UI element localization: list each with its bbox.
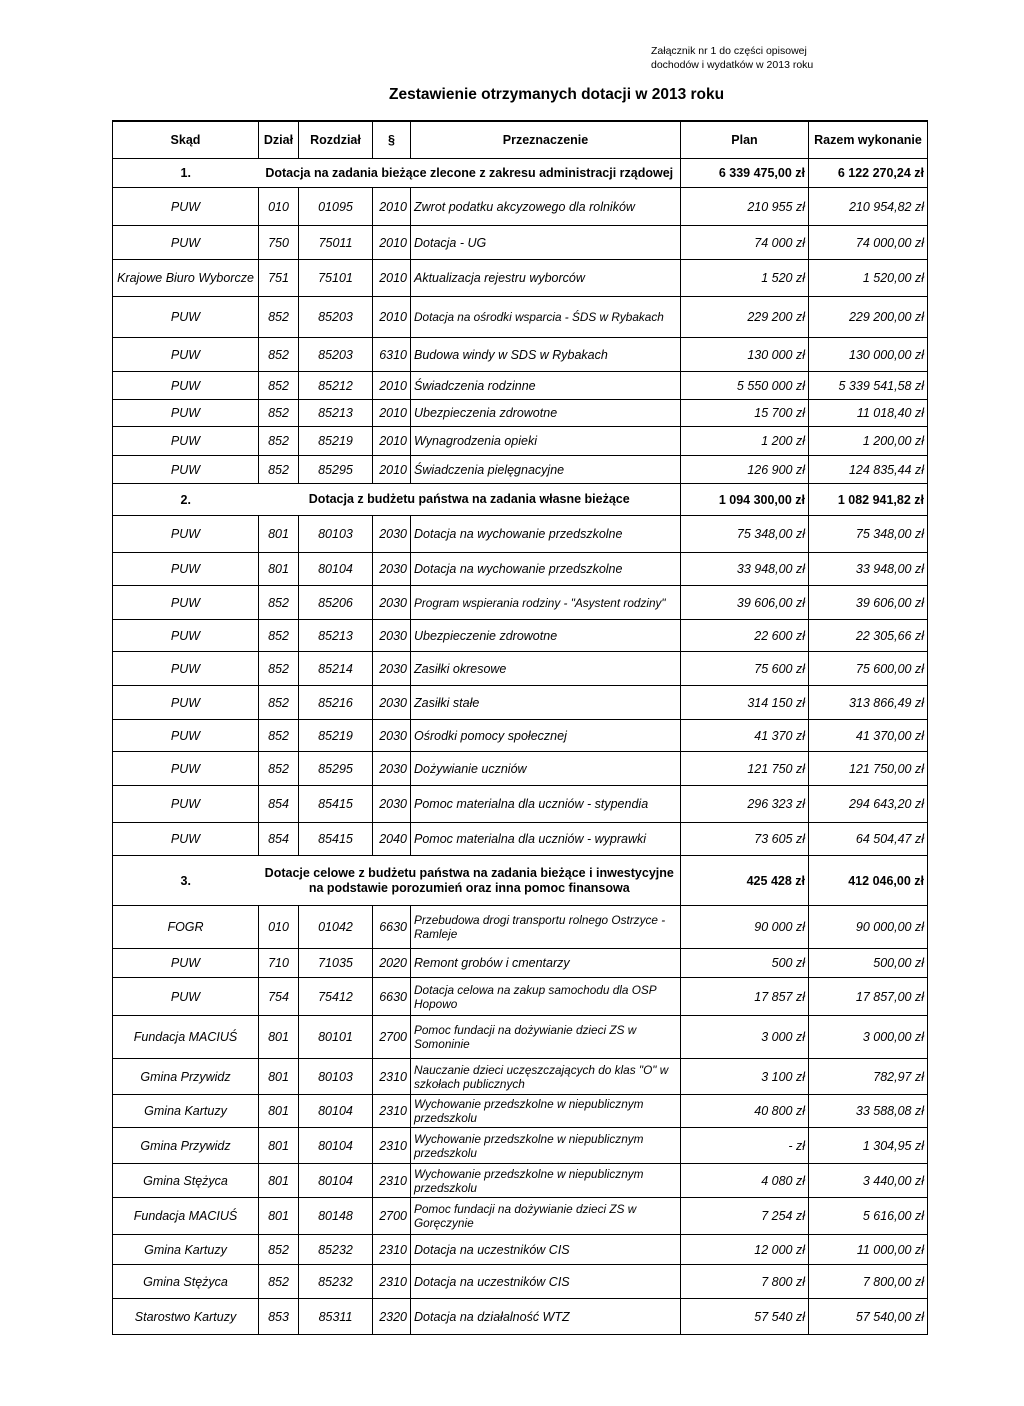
source-cell: Gmina Stężyca (113, 1265, 259, 1299)
plan-cell: 1 200 zł (681, 427, 809, 456)
plan-cell: 74 000 zł (681, 226, 809, 260)
rozdzial-cell: 85232 (299, 1265, 373, 1299)
source-cell: PUW (113, 372, 259, 400)
paragraph-cell: 2310 (373, 1265, 411, 1299)
rozdzial-cell: 80104 (299, 1095, 373, 1128)
purpose-cell: Dotacja - UG (411, 226, 681, 260)
purpose-cell: Dotacja na działalność WTZ (411, 1299, 681, 1335)
table-row (113, 1059, 928, 1095)
plan-cell: 4 080 zł (681, 1164, 809, 1198)
plan-cell: 40 800 zł (681, 1095, 809, 1128)
rozdzial-cell: 80148 (299, 1198, 373, 1235)
paragraph-cell: 2030 (373, 553, 411, 586)
table-row (113, 553, 928, 586)
purpose-cell: Wychowanie przedszkolne w niepublicznym przedszkolu (411, 1128, 681, 1164)
paragraph-cell: 6310 (373, 338, 411, 372)
source-cell: PUW (113, 226, 259, 260)
table-row (113, 1095, 928, 1128)
section-plan-total: 6 339 475,00 zł (681, 159, 809, 188)
plan-cell: 12 000 zł (681, 1235, 809, 1265)
purpose-cell: Dotacja celowa na zakup samochodu dla OSP Hopowo (411, 978, 681, 1016)
table-row (113, 1235, 928, 1265)
section-title: Dotacja na zadania bieżące zlecone z zakresu administracji rządowej (259, 159, 681, 188)
paragraph-cell: 2010 (373, 400, 411, 427)
paragraph-cell: 2010 (373, 456, 411, 484)
rozdzial-cell: 75011 (299, 226, 373, 260)
purpose-cell: Ubezpieczenie zdrowotne (411, 620, 681, 652)
paragraph-cell: 2310 (373, 1095, 411, 1128)
purpose-cell: Dotacja na uczestników CIS (411, 1235, 681, 1265)
dzial-cell: 801 (259, 1198, 299, 1235)
source-cell: PUW (113, 720, 259, 752)
rozdzial-cell: 85415 (299, 823, 373, 856)
table-row (113, 226, 928, 260)
paragraph-cell: 2010 (373, 260, 411, 297)
rozdzial-cell: 85213 (299, 400, 373, 427)
plan-cell: 210 955 zł (681, 188, 809, 226)
paragraph-cell: 2010 (373, 372, 411, 400)
source-cell: PUW (113, 652, 259, 686)
annex-line-2: dochodów i wydatków w 2013 roku (651, 59, 814, 71)
rozdzial-cell: 01095 (299, 188, 373, 226)
plan-cell: 500 zł (681, 949, 809, 978)
paragraph-cell: 2040 (373, 823, 411, 856)
table-row (113, 260, 928, 297)
dzial-cell: 801 (259, 1016, 299, 1059)
paragraph-cell: 2310 (373, 1059, 411, 1095)
actual-cell: 11 000,00 zł (809, 1235, 928, 1265)
table-row (113, 906, 928, 949)
purpose-cell: Dotacja na uczestników CIS (411, 1265, 681, 1299)
paragraph-cell: 2010 (373, 297, 411, 338)
paragraph-cell: 2020 (373, 949, 411, 978)
dzial-cell: 010 (259, 906, 299, 949)
plan-cell: 3 000 zł (681, 1016, 809, 1059)
dzial-cell: 852 (259, 338, 299, 372)
annex-line-1: Załącznik nr 1 do części opisowej (651, 45, 807, 57)
paragraph-cell: 2030 (373, 586, 411, 620)
plan-cell: 17 857 zł (681, 978, 809, 1016)
table-row (113, 752, 928, 786)
source-cell: PUW (113, 516, 259, 553)
paragraph-cell: 2030 (373, 786, 411, 823)
actual-cell: 294 643,20 zł (809, 786, 928, 823)
paragraph-cell: 6630 (373, 978, 411, 1016)
paragraph-cell: 2030 (373, 720, 411, 752)
purpose-cell: Pomoc materialna dla uczniów - wyprawki (411, 823, 681, 856)
rozdzial-cell: 85214 (299, 652, 373, 686)
dzial-cell: 710 (259, 949, 299, 978)
table-row (113, 949, 928, 978)
source-cell: Fundacja MACIUŚ (113, 1016, 259, 1059)
dzial-cell: 852 (259, 1235, 299, 1265)
source-cell: Gmina Kartuzy (113, 1235, 259, 1265)
plan-cell: 5 550 000 zł (681, 372, 809, 400)
purpose-cell: Nauczanie dzieci uczęszczających do klas "O" w szkołach publicznych (411, 1059, 681, 1095)
plan-cell: 126 900 zł (681, 456, 809, 484)
rozdzial-cell: 80101 (299, 1016, 373, 1059)
dzial-cell: 852 (259, 372, 299, 400)
source-cell: PUW (113, 586, 259, 620)
section-number: 3. (113, 856, 259, 906)
rozdzial-cell: 85206 (299, 586, 373, 620)
plan-cell: 7 800 zł (681, 1265, 809, 1299)
dzial-cell: 852 (259, 752, 299, 786)
table-row (113, 516, 928, 553)
plan-cell: 7 254 zł (681, 1198, 809, 1235)
table-body (113, 159, 928, 1335)
paragraph-cell: 2310 (373, 1164, 411, 1198)
source-cell: FOGR (113, 906, 259, 949)
actual-cell: 3 440,00 zł (809, 1164, 928, 1198)
dzial-cell: 852 (259, 400, 299, 427)
annex-note (651, 44, 813, 72)
paragraph-cell: 2310 (373, 1235, 411, 1265)
table-row (113, 427, 928, 456)
table-row (113, 400, 928, 427)
source-cell: PUW (113, 823, 259, 856)
source-cell: Gmina Kartuzy (113, 1095, 259, 1128)
paragraph-cell: 2030 (373, 620, 411, 652)
table-row (113, 456, 928, 484)
purpose-cell: Budowa windy w SDS w Rybakach (411, 338, 681, 372)
table-row (113, 1164, 928, 1198)
actual-cell: 5 616,00 zł (809, 1198, 928, 1235)
table-row (113, 1265, 928, 1299)
rozdzial-cell: 85203 (299, 338, 373, 372)
purpose-cell: Zwrot podatku akcyzowego dla rolników (411, 188, 681, 226)
paragraph-cell: 2700 (373, 1198, 411, 1235)
purpose-cell: Aktualizacja rejestru wyborców (411, 260, 681, 297)
table-header-row (113, 121, 928, 159)
table-row (113, 1016, 928, 1059)
plan-cell: 1 520 zł (681, 260, 809, 297)
plan-cell: 3 100 zł (681, 1059, 809, 1095)
actual-cell: 130 000,00 zł (809, 338, 928, 372)
rozdzial-cell: 85232 (299, 1235, 373, 1265)
actual-cell: 121 750,00 zł (809, 752, 928, 786)
actual-cell: 1 200,00 zł (809, 427, 928, 456)
rozdzial-cell: 85415 (299, 786, 373, 823)
actual-cell: 75 600,00 zł (809, 652, 928, 686)
dzial-cell: 852 (259, 297, 299, 338)
purpose-cell: Dożywianie uczniów (411, 752, 681, 786)
dzial-cell: 751 (259, 260, 299, 297)
table-row (113, 586, 928, 620)
col-header-plan: Plan (681, 121, 809, 159)
table-row (113, 1128, 928, 1164)
plan-cell: 39 606,00 zł (681, 586, 809, 620)
table-row (113, 297, 928, 338)
purpose-cell: Zasiłki stałe (411, 686, 681, 720)
source-cell: Gmina Przywidz (113, 1128, 259, 1164)
paragraph-cell: 2320 (373, 1299, 411, 1335)
dzial-cell: 801 (259, 1095, 299, 1128)
actual-cell: 124 835,44 zł (809, 456, 928, 484)
purpose-cell: Remont grobów i cmentarzy (411, 949, 681, 978)
actual-cell: 313 866,49 zł (809, 686, 928, 720)
plan-cell: 130 000 zł (681, 338, 809, 372)
purpose-cell: Wynagrodzenia opieki (411, 427, 681, 456)
actual-cell: 17 857,00 zł (809, 978, 928, 1016)
purpose-cell: Program wspierania rodziny - "Asystent rodziny" (411, 586, 681, 620)
source-cell: PUW (113, 978, 259, 1016)
plan-cell: 75 600 zł (681, 652, 809, 686)
plan-cell: 314 150 zł (681, 686, 809, 720)
paragraph-cell: 2030 (373, 516, 411, 553)
col-header-paragraph: § (373, 121, 411, 159)
section-title: Dotacje celowe z budżetu państwa na zadania bieżące i inwestycyjne na podstawie porozumień oraz inna pomoc finansowa (259, 856, 681, 906)
actual-cell: 210 954,82 zł (809, 188, 928, 226)
actual-cell: 1 304,95 zł (809, 1128, 928, 1164)
actual-cell: 64 504,47 zł (809, 823, 928, 856)
purpose-cell: Dotacja na ośrodki wsparcia - ŚDS w Rybakach (411, 297, 681, 338)
plan-cell: 57 540 zł (681, 1299, 809, 1335)
rozdzial-cell: 85295 (299, 456, 373, 484)
dzial-cell: 801 (259, 1164, 299, 1198)
paragraph-cell: 2310 (373, 1128, 411, 1164)
paragraph-cell: 2010 (373, 188, 411, 226)
actual-cell: 5 339 541,58 zł (809, 372, 928, 400)
dzial-cell: 852 (259, 456, 299, 484)
rozdzial-cell: 80104 (299, 553, 373, 586)
purpose-cell: Ośrodki pomocy społecznej (411, 720, 681, 752)
source-cell: PUW (113, 686, 259, 720)
actual-cell: 500,00 zł (809, 949, 928, 978)
purpose-cell: Pomoc fundacji na dożywianie dzieci ZS w Somoninie (411, 1016, 681, 1059)
purpose-cell: Wychowanie przedszkolne w niepublicznym przedszkolu (411, 1164, 681, 1198)
paragraph-cell: 6630 (373, 906, 411, 949)
plan-cell: 73 605 zł (681, 823, 809, 856)
dzial-cell: 852 (259, 652, 299, 686)
table-row (113, 188, 928, 226)
table-row (113, 823, 928, 856)
paragraph-cell: 2010 (373, 226, 411, 260)
dzial-cell: 852 (259, 1265, 299, 1299)
purpose-cell: Przebudowa drogi transportu rolnego Ostrzyce - Ramleje (411, 906, 681, 949)
plan-cell: 121 750 zł (681, 752, 809, 786)
purpose-cell: Świadczenia pielęgnacyjne (411, 456, 681, 484)
rozdzial-cell: 85203 (299, 297, 373, 338)
paragraph-cell: 2010 (373, 427, 411, 456)
rozdzial-cell: 80104 (299, 1128, 373, 1164)
plan-cell: 41 370 zł (681, 720, 809, 752)
source-cell: Fundacja MACIUŚ (113, 1198, 259, 1235)
section-header-row (113, 484, 928, 516)
rozdzial-cell: 80103 (299, 516, 373, 553)
table-row (113, 686, 928, 720)
col-header-source: Skąd (113, 121, 259, 159)
paragraph-cell: 2030 (373, 752, 411, 786)
dzial-cell: 801 (259, 516, 299, 553)
rozdzial-cell: 85216 (299, 686, 373, 720)
actual-cell: 74 000,00 zł (809, 226, 928, 260)
plan-cell: 75 348,00 zł (681, 516, 809, 553)
table-row (113, 1198, 928, 1235)
dzial-cell: 750 (259, 226, 299, 260)
actual-cell: 782,97 zł (809, 1059, 928, 1095)
plan-cell: 296 323 zł (681, 786, 809, 823)
dzial-cell: 010 (259, 188, 299, 226)
rozdzial-cell: 75101 (299, 260, 373, 297)
paragraph-cell: 2030 (373, 686, 411, 720)
actual-cell: 39 606,00 zł (809, 586, 928, 620)
actual-cell: 1 520,00 zł (809, 260, 928, 297)
purpose-cell: Dotacja na wychowanie przedszkolne (411, 516, 681, 553)
dzial-cell: 854 (259, 823, 299, 856)
actual-cell: 229 200,00 zł (809, 297, 928, 338)
col-header-actual: Razem wykonanie (809, 121, 928, 159)
dzial-cell: 754 (259, 978, 299, 1016)
section-actual-total: 412 046,00 zł (809, 856, 928, 906)
purpose-cell: Pomoc fundacji na dożywianie dzieci ZS w Goręczynie (411, 1198, 681, 1235)
plan-cell: 229 200 zł (681, 297, 809, 338)
rozdzial-cell: 85219 (299, 427, 373, 456)
source-cell: PUW (113, 297, 259, 338)
section-header-row (113, 856, 928, 906)
plan-cell: 15 700 zł (681, 400, 809, 427)
table-row (113, 1299, 928, 1335)
section-plan-total: 1 094 300,00 zł (681, 484, 809, 516)
col-header-rozdzial: Rozdział (299, 121, 373, 159)
section-actual-total: 1 082 941,82 zł (809, 484, 928, 516)
document-title: Zestawienie otrzymanych dotacji w 2013 roku (389, 86, 725, 103)
plan-cell: - zł (681, 1128, 809, 1164)
rozdzial-cell: 80104 (299, 1164, 373, 1198)
purpose-cell: Ubezpieczenia zdrowotne (411, 400, 681, 427)
actual-cell: 90 000,00 zł (809, 906, 928, 949)
source-cell: Gmina Stężyca (113, 1164, 259, 1198)
rozdzial-cell: 85295 (299, 752, 373, 786)
actual-cell: 7 800,00 zł (809, 1265, 928, 1299)
paragraph-cell: 2030 (373, 652, 411, 686)
rozdzial-cell: 75412 (299, 978, 373, 1016)
plan-cell: 22 600 zł (681, 620, 809, 652)
dzial-cell: 801 (259, 1059, 299, 1095)
dzial-cell: 801 (259, 553, 299, 586)
source-cell: Starostwo Kartuzy (113, 1299, 259, 1335)
section-number: 2. (113, 484, 259, 516)
dzial-cell: 852 (259, 427, 299, 456)
paragraph-cell: 2700 (373, 1016, 411, 1059)
plan-cell: 33 948,00 zł (681, 553, 809, 586)
source-cell: PUW (113, 620, 259, 652)
table-row (113, 720, 928, 752)
source-cell: PUW (113, 427, 259, 456)
dzial-cell: 801 (259, 1128, 299, 1164)
purpose-cell: Pomoc materialna dla uczniów - stypendia (411, 786, 681, 823)
rozdzial-cell: 85219 (299, 720, 373, 752)
rozdzial-cell: 01042 (299, 906, 373, 949)
source-cell: PUW (113, 752, 259, 786)
rozdzial-cell: 85212 (299, 372, 373, 400)
section-plan-total: 425 428 zł (681, 856, 809, 906)
table-row (113, 978, 928, 1016)
source-cell: PUW (113, 786, 259, 823)
dzial-cell: 852 (259, 586, 299, 620)
actual-cell: 33 948,00 zł (809, 553, 928, 586)
rozdzial-cell: 71035 (299, 949, 373, 978)
actual-cell: 22 305,66 zł (809, 620, 928, 652)
source-cell: PUW (113, 338, 259, 372)
source-cell: Gmina Przywidz (113, 1059, 259, 1095)
actual-cell: 33 588,08 zł (809, 1095, 928, 1128)
dzial-cell: 852 (259, 686, 299, 720)
dzial-cell: 854 (259, 786, 299, 823)
purpose-cell: Dotacja na wychowanie przedszkolne (411, 553, 681, 586)
source-cell: PUW (113, 188, 259, 226)
purpose-cell: Zasiłki okresowe (411, 652, 681, 686)
table-row (113, 372, 928, 400)
section-title: Dotacja z budżetu państwa na zadania własne bieżące (259, 484, 681, 516)
actual-cell: 11 018,40 zł (809, 400, 928, 427)
dzial-cell: 853 (259, 1299, 299, 1335)
grants-table (112, 120, 928, 1335)
col-header-dzial: Dział (259, 121, 299, 159)
plan-cell: 90 000 zł (681, 906, 809, 949)
source-cell: PUW (113, 456, 259, 484)
dzial-cell: 852 (259, 720, 299, 752)
section-number: 1. (113, 159, 259, 188)
table-row (113, 620, 928, 652)
actual-cell: 57 540,00 zł (809, 1299, 928, 1335)
table-row (113, 786, 928, 823)
rozdzial-cell: 80103 (299, 1059, 373, 1095)
table-row (113, 338, 928, 372)
source-cell: Krajowe Biuro Wyborcze (113, 260, 259, 297)
purpose-cell: Świadczenia rodzinne (411, 372, 681, 400)
rozdzial-cell: 85213 (299, 620, 373, 652)
section-header-row (113, 159, 928, 188)
rozdzial-cell: 85311 (299, 1299, 373, 1335)
actual-cell: 3 000,00 zł (809, 1016, 928, 1059)
actual-cell: 75 348,00 zł (809, 516, 928, 553)
source-cell: PUW (113, 400, 259, 427)
source-cell: PUW (113, 553, 259, 586)
actual-cell: 41 370,00 zł (809, 720, 928, 752)
purpose-cell: Wychowanie przedszkolne w niepublicznym przedszkolu (411, 1095, 681, 1128)
table-row (113, 652, 928, 686)
col-header-purpose: Przeznaczenie (411, 121, 681, 159)
section-actual-total: 6 122 270,24 zł (809, 159, 928, 188)
dzial-cell: 852 (259, 620, 299, 652)
source-cell: PUW (113, 949, 259, 978)
